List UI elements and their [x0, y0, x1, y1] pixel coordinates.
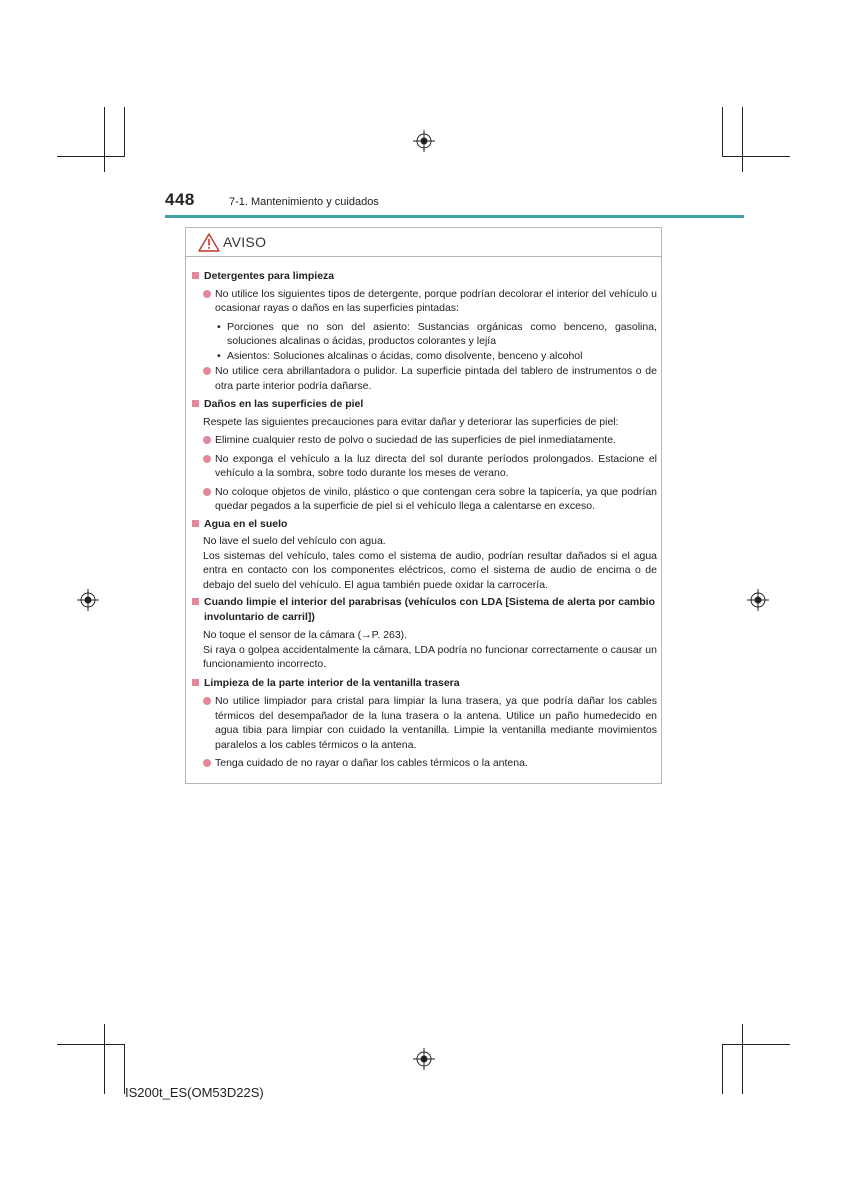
sub-list-item: • Asientos: Soluciones alcalinas o ácidas, como disolvente, benceno y alcohol	[190, 349, 657, 364]
list-item: Elimine cualquier resto de polvo o suciedad de las superficies de piel inmediatamente.	[190, 433, 657, 448]
paragraph: Respete las siguientes precauciones para evitar dañar y deteriorar las superficies de piel:	[203, 415, 619, 428]
crop-mark	[722, 156, 790, 157]
section-heading: Limpieza de la parte interior de la ventanilla trasera	[190, 676, 657, 691]
crop-mark	[722, 1044, 790, 1045]
warning-triangle-icon	[198, 233, 220, 252]
page-number: 448	[165, 190, 195, 209]
paragraph: No toque el sensor de la cámara (→P. 263).	[203, 629, 408, 641]
list-item: No utilice los siguientes tipos de detergente, porque podrían decolorar el interior del vehículo u ocasionar rayas o daños en las superficies pintadas:	[190, 287, 657, 316]
crop-mark	[722, 1044, 723, 1094]
sub-list-item: • Porciones que no son del asiento: Sustancias orgánicas como benceno, gasolina, soluciones alcalinas o ácidas, productos colorantes y lejía	[190, 320, 657, 349]
document-code: IS200t_ES(OM53D22S)	[125, 1085, 264, 1100]
section-heading: Agua en el suelo	[190, 517, 657, 532]
list-item: No coloque objetos de vinilo, plástico o que contengan cera sobre la tapicería, ya que podrían quedar pegados a la superficie de piel si el vehículo llega a calentarse en exceso.	[190, 485, 657, 514]
crop-mark	[104, 1024, 105, 1094]
registration-mark-icon	[413, 1048, 435, 1070]
crop-mark	[742, 107, 743, 172]
crop-mark	[57, 1044, 125, 1045]
registration-mark-icon	[747, 589, 769, 611]
list-item: No utilice cera abrillantadora o pulidor. La superficie pintada del tablero de instrumentos o de otra parte interior podría dañarse.	[190, 364, 657, 393]
section-heading: Daños en las superficies de piel	[190, 397, 657, 412]
paragraph: Los sistemas del vehículo, tales como el sistema de audio, podrían resultar dañados si el agua entra en contacto con los componentes eléctricos, como el sistema de audio de encima o de debajo del suelo del vehículo. El agua también puede oxidar la carrocería.	[203, 549, 657, 591]
warning-title: AVISO	[223, 234, 267, 250]
crop-mark	[722, 107, 723, 157]
crop-mark	[57, 156, 125, 157]
crop-mark	[124, 107, 125, 157]
registration-mark-icon	[77, 589, 99, 611]
section-title: 7-1. Mantenimiento y cuidados	[229, 196, 379, 208]
list-item: No exponga el vehículo a la luz directa del sol durante períodos prolongados. Estacione el vehículo a la sombra, sobre todo durante los meses de verano.	[190, 452, 657, 481]
warning-box	[185, 227, 662, 784]
section-heading: Cuando limpie el interior del parabrisas (vehículos con LDA [Sistema de alerta por cambio involuntario de carril])	[190, 595, 657, 624]
warning-body	[186, 257, 661, 771]
section-heading: Detergentes para limpieza	[190, 269, 657, 284]
warning-header	[186, 228, 661, 257]
crop-mark	[104, 107, 105, 172]
paragraph: Si raya o golpea accidentalmente la cámara, LDA podría no funcionar correctamente o causar un funcionamiento incorrecto.	[203, 643, 657, 670]
paragraph: No lave el suelo del vehículo con agua.	[203, 535, 386, 547]
list-item: No utilice limpiador para cristal para limpiar la luna trasera, ya que podría dañar los cables térmicos del desempañador de la luna trasera o la antena. Utilice un paño humedecido en agua tibia para limpiar con cuidado la ventanilla. Limpie la ventanilla mediante movimientos paralelos a los cables térmicos o la antena.	[190, 694, 657, 752]
header-rule	[165, 215, 744, 218]
registration-mark-icon	[413, 130, 435, 152]
crop-mark	[742, 1024, 743, 1094]
list-item: Tenga cuidado de no rayar o dañar los cables térmicos o la antena.	[190, 756, 657, 771]
